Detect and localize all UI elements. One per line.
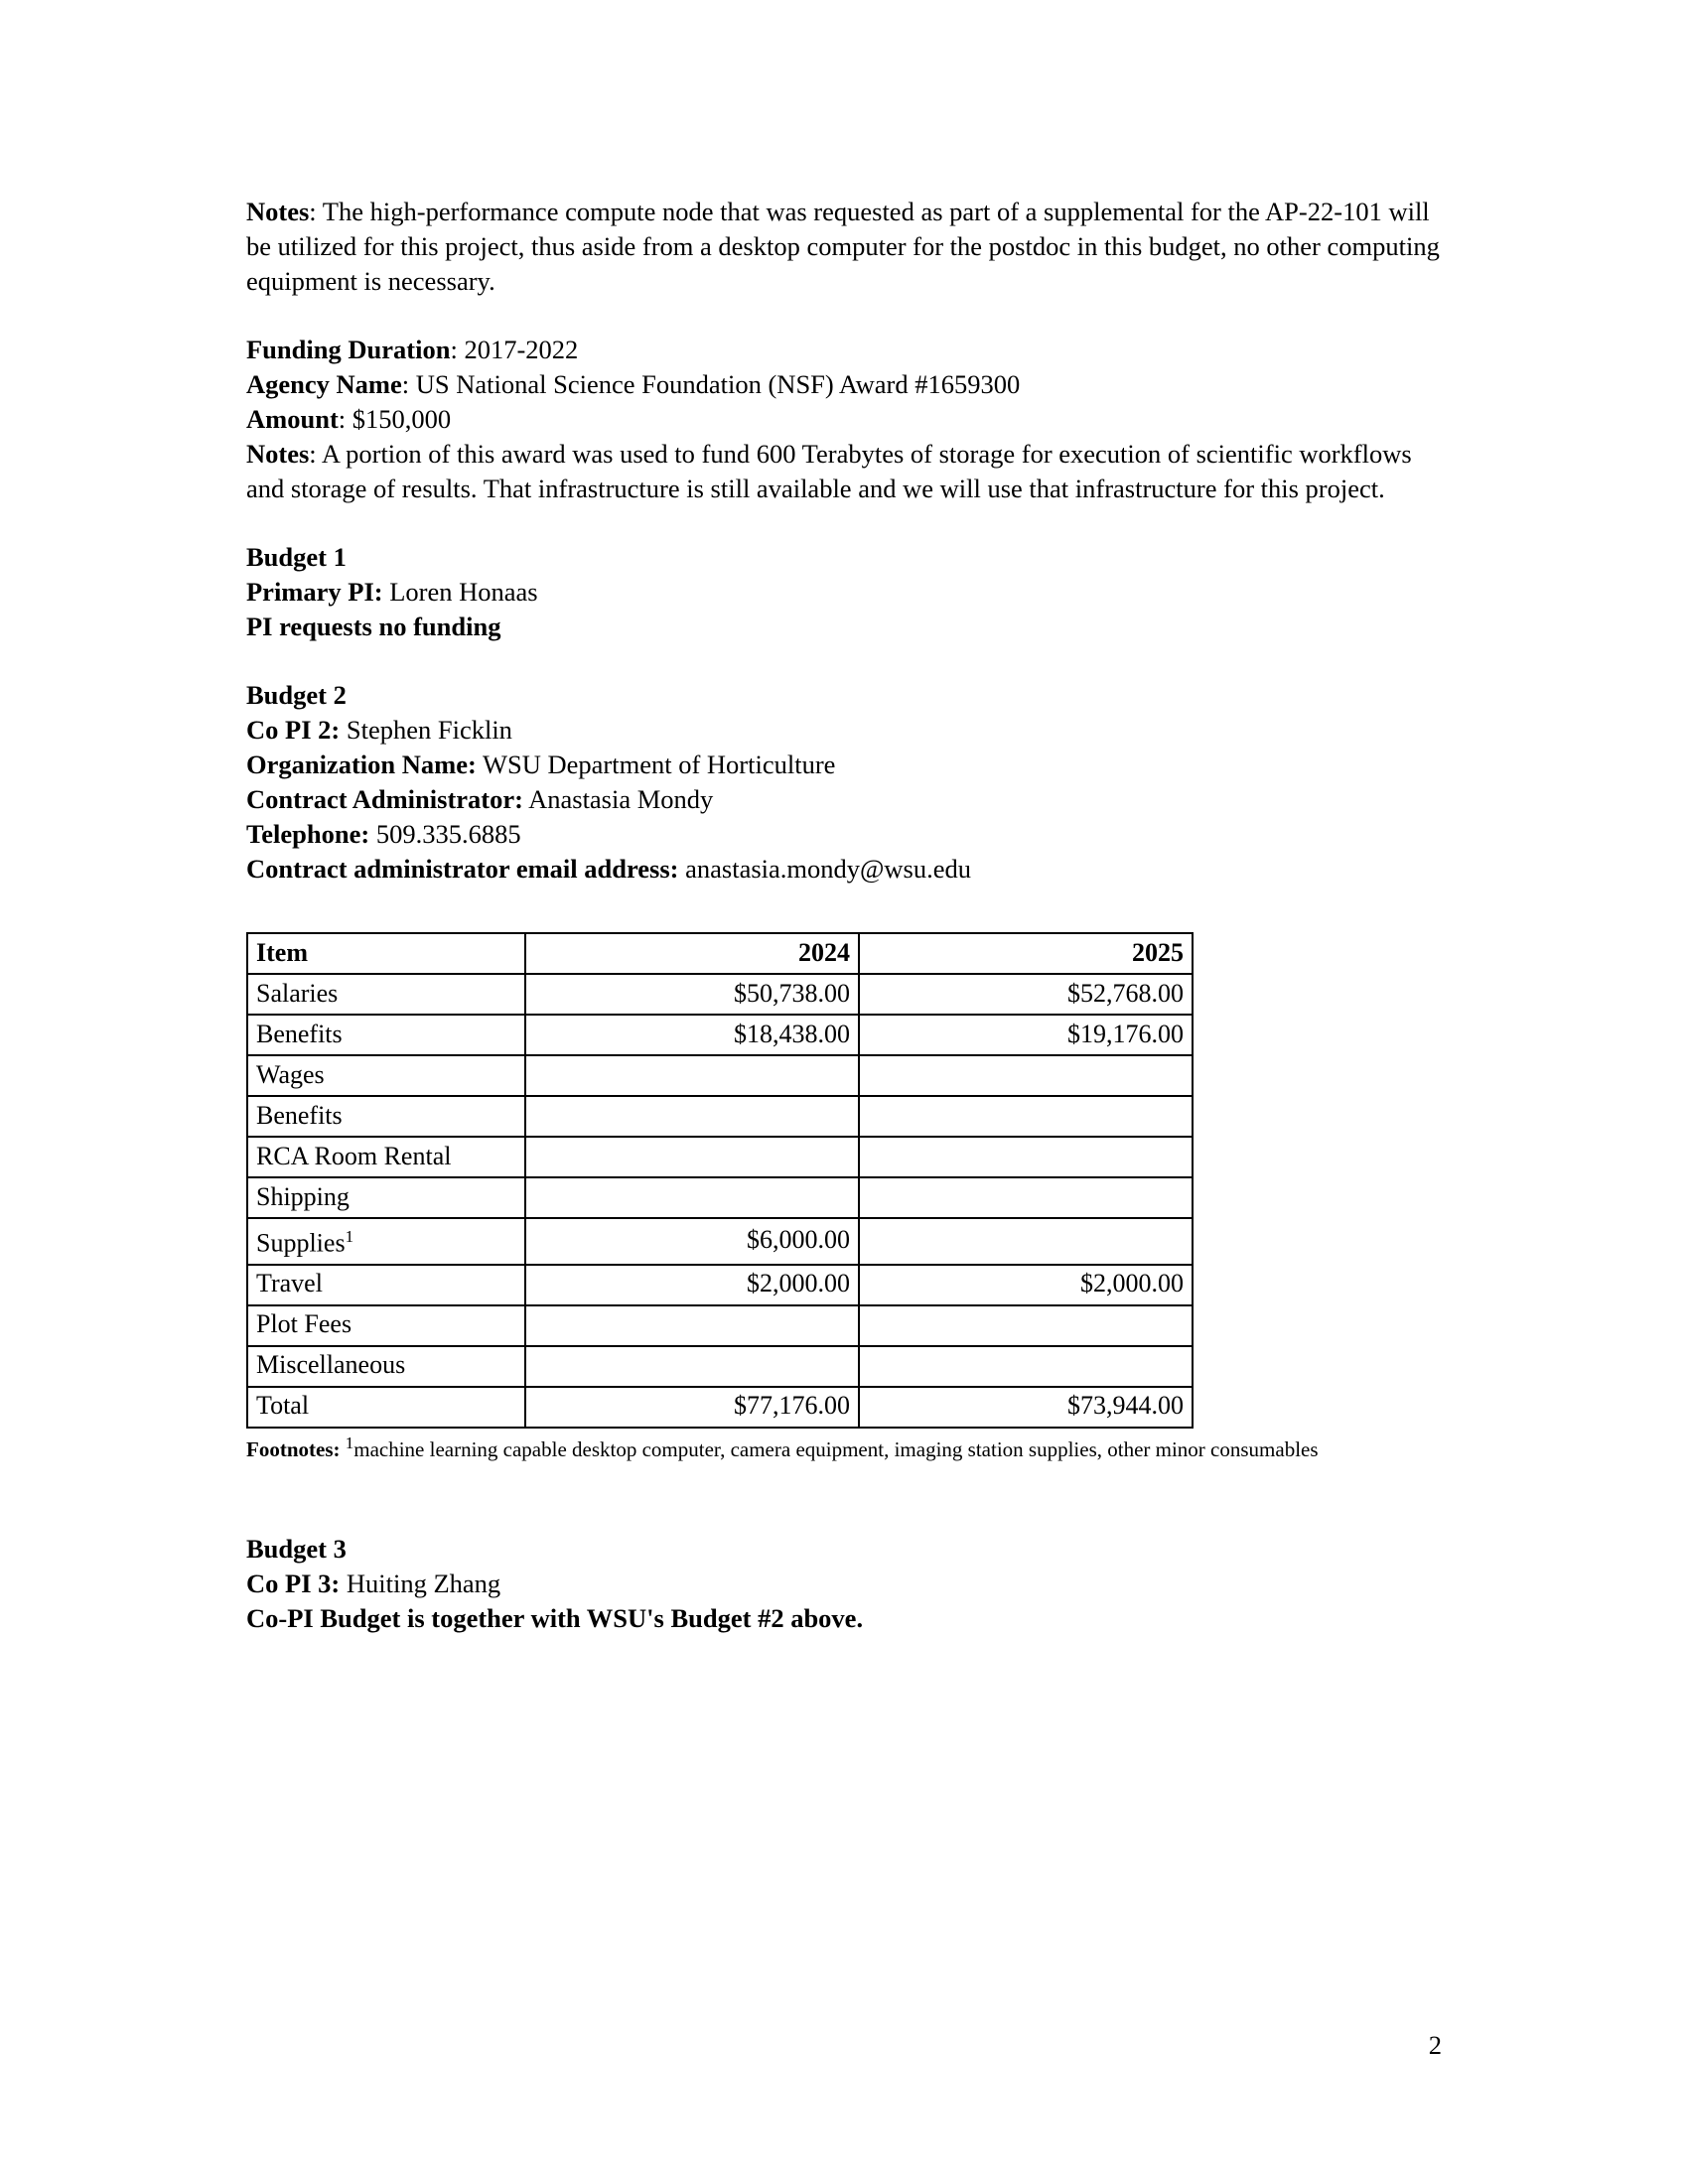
budget1-primary-pi-value: Loren Honaas [382, 577, 538, 607]
award-notes-label: Notes [246, 439, 310, 469]
footnote-marker: 1 [345, 1433, 354, 1452]
page-content [246, 195, 1453, 1636]
budget2-organization-label: Organization Name: [246, 750, 477, 779]
row-item [247, 1265, 525, 1305]
row-2024 [525, 1055, 859, 1096]
funding-duration-label: Funding Duration [246, 335, 451, 364]
row-2025 [859, 1177, 1193, 1218]
budget2-contract-admin-line [246, 782, 1453, 817]
budget3-copi-label: Co PI 3: [246, 1568, 341, 1598]
row-2025: $2,000.00 [859, 1265, 1193, 1305]
row-item-label: Shipping [256, 1181, 350, 1211]
table-header-row [247, 933, 1193, 974]
row-item-label: Supplies [256, 1228, 346, 1258]
budget2-telephone-value: 509.335.6885 [369, 819, 521, 849]
funding-duration-line [246, 333, 1453, 367]
budget3-statement: Co-PI Budget is together with WSU's Budget #2 above. [246, 1602, 864, 1633]
agency-name-label: Agency Name [246, 369, 402, 399]
row-2024: $2,000.00 [525, 1265, 859, 1305]
row-item [247, 974, 525, 1015]
table-header-2025: 2025 [859, 933, 1193, 974]
row-2025: $19,176.00 [859, 1015, 1193, 1055]
spacer [246, 1462, 1453, 1498]
table-row [247, 1055, 1193, 1096]
footnote-marker: 1 [345, 1227, 354, 1246]
spacer [246, 506, 1453, 540]
row-2025 [859, 1305, 1193, 1346]
row-item [247, 1177, 525, 1218]
row-2025 [859, 1096, 1193, 1137]
amount-value: : $150,000 [338, 404, 452, 434]
table-row [247, 1177, 1193, 1218]
funding-duration-value: : 2017-2022 [450, 335, 579, 364]
table-row [247, 1015, 1193, 1055]
row-2024: $6,000.00 [525, 1218, 859, 1265]
notes-top-label: Notes [246, 197, 310, 226]
spacer [246, 1498, 1453, 1532]
table-body [247, 974, 1193, 1428]
row-2024 [525, 1177, 859, 1218]
spacer [246, 644, 1453, 678]
budget3-copi-value: Huiting Zhang [340, 1568, 501, 1598]
agency-name-value: : US National Science Foundation (NSF) Award #1659300 [401, 369, 1021, 399]
row-2025: $73,944.00 [859, 1387, 1193, 1428]
budget1-statement: PI requests no funding [246, 612, 501, 641]
table-row [247, 1265, 1193, 1305]
footnotes-text: machine learning capable desktop computer, camera equipment, imaging station supplies, other minor consumables [353, 1436, 1319, 1461]
row-item [247, 1015, 525, 1055]
agency-name-line [246, 367, 1453, 402]
amount-label: Amount [246, 404, 339, 434]
budget1-title: Budget 1 [246, 542, 347, 572]
notes-top-text: : The high-performance compute node that was requested as part of a supplemental for the AP-22-101 will be utilized for this project, thus aside from a desktop computer for the postdoc in this budget, no other computing equipment is necessary. [246, 197, 1440, 296]
row-item-label: Wages [256, 1059, 325, 1089]
table-row [247, 1218, 1193, 1265]
page-number: 2 [1428, 2030, 1442, 2060]
row-item [247, 1387, 525, 1428]
row-2025 [859, 1137, 1193, 1177]
table-header-2024: 2024 [525, 933, 859, 974]
award-notes-value: : A portion of this award was used to fund 600 Terabytes of storage for execution of scientific workflows and storage of results. That infrastructure is still available and we will use that infrastructure for this project. [246, 439, 1412, 503]
table-row [247, 1137, 1193, 1177]
budget2-title: Budget 2 [246, 680, 347, 710]
award-notes-paragraph [246, 437, 1453, 506]
budget2-copi-value: Stephen Ficklin [340, 715, 512, 745]
row-item [247, 1305, 525, 1346]
table-header-item: Item [247, 933, 525, 974]
row-item-label: RCA Room Rental [256, 1141, 452, 1170]
row-2024 [525, 1305, 859, 1346]
row-item-label: Total [256, 1391, 310, 1421]
table-row [247, 1096, 1193, 1137]
row-item [247, 1096, 525, 1137]
budget2-email-label: Contract administrator email address: [246, 854, 679, 884]
budget2-email-line [246, 852, 1453, 887]
row-item [247, 1346, 525, 1387]
row-2025 [859, 1346, 1193, 1387]
table-row [247, 974, 1193, 1015]
budget2-contract-admin-label: Contract Administrator: [246, 784, 523, 814]
row-item-label: Miscellaneous [256, 1350, 406, 1380]
row-2024 [525, 1096, 859, 1137]
budget-table [246, 932, 1194, 1429]
budget2-telephone-line [246, 817, 1453, 852]
budget2-email-value: anastasia.mondy@wsu.edu [678, 854, 972, 884]
budget2-organization-line [246, 748, 1453, 782]
row-2025: $52,768.00 [859, 974, 1193, 1015]
row-item-label: Benefits [256, 1100, 343, 1130]
notes-top-paragraph [246, 195, 1453, 299]
table-row [247, 1346, 1193, 1387]
amount-line [246, 402, 1453, 437]
row-2025 [859, 1218, 1193, 1265]
row-item [247, 1055, 525, 1096]
budget2-telephone-label: Telephone: [246, 819, 370, 849]
budget1-primary-pi-line [246, 575, 1453, 610]
row-item [247, 1137, 525, 1177]
footnotes-block [246, 1431, 1453, 1462]
budget3-title: Budget 3 [246, 1533, 347, 1564]
row-item [247, 1218, 525, 1265]
footnotes-label: Footnotes: [246, 1436, 341, 1461]
spacer [246, 887, 1453, 922]
table-row-total [247, 1387, 1193, 1428]
row-2024 [525, 1137, 859, 1177]
row-item-label: Benefits [256, 1019, 343, 1048]
row-2025 [859, 1055, 1193, 1096]
spacer [246, 299, 1453, 333]
budget2-copi-line [246, 713, 1453, 748]
budget2-copi-label: Co PI 2: [246, 715, 341, 745]
row-2024: $77,176.00 [525, 1387, 859, 1428]
row-2024 [525, 1346, 859, 1387]
budget1-primary-pi-label: Primary PI: [246, 577, 383, 607]
row-item-label: Salaries [256, 978, 339, 1008]
budget2-contract-admin-value: Anastasia Mondy [522, 784, 714, 814]
row-item-label: Plot Fees [256, 1309, 352, 1339]
row-2024: $18,438.00 [525, 1015, 859, 1055]
budget2-organization-value: WSU Department of Horticulture [476, 750, 836, 779]
row-2024: $50,738.00 [525, 974, 859, 1015]
table-row [247, 1305, 1193, 1346]
budget3-copi-line [246, 1567, 1453, 1601]
row-item-label: Travel [256, 1269, 323, 1298]
